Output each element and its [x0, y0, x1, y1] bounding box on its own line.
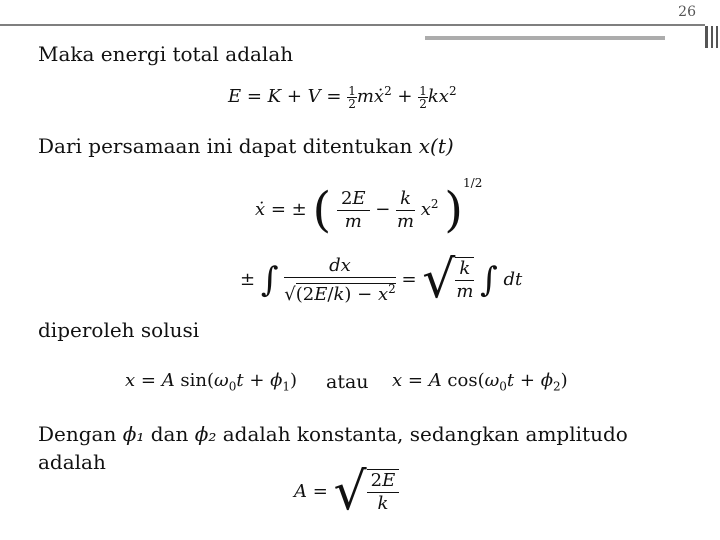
header-accent [705, 26, 708, 48]
line-solution: diperoleh solusi [38, 318, 200, 342]
line-determine-x: Dari persamaan ini dapat ditentukan x(t) [38, 134, 454, 158]
slide-header-bar [0, 0, 720, 27]
line-adalah: adalah [38, 450, 106, 474]
line-total-energy: Maka energi total adalah [38, 42, 294, 66]
word-atau: atau [326, 371, 369, 393]
header-accent [425, 36, 665, 40]
equation-solution-cos: x = A $\cos(\omega_0t + \phi_2)$ [392, 370, 568, 394]
equation-velocity: ẋ = ± ( $\frac{2E}{m}$ − $\frac{k}{m}$ $x^2$ )$^{1/2}$ [255, 176, 483, 238]
header-accent [716, 26, 718, 48]
header-divider [0, 24, 705, 26]
page-number: 26 [678, 4, 696, 20]
equation-amplitude: A = √ $\frac{2E}{k}$ [294, 462, 399, 522]
header-accent [711, 26, 713, 48]
line-constants: Dengan ϕ₁ dan ϕ₂ adalah konstanta, sedangkan amplitudo [38, 422, 628, 446]
equation-energy: E = K + V = $\frac{1}{2}$ mẋ$^2$ + $\frac{1}{2}$ $kx^2$ [228, 83, 457, 111]
equation-solution-sin: x = A $\sin(\omega_0t + \phi_1)$ [125, 370, 298, 394]
equation-integral: ± ∫ $\frac{dx}{√(2E/k) - x^2}$ = √ $\frac{k}{m}$ ∫ dt [240, 250, 523, 310]
